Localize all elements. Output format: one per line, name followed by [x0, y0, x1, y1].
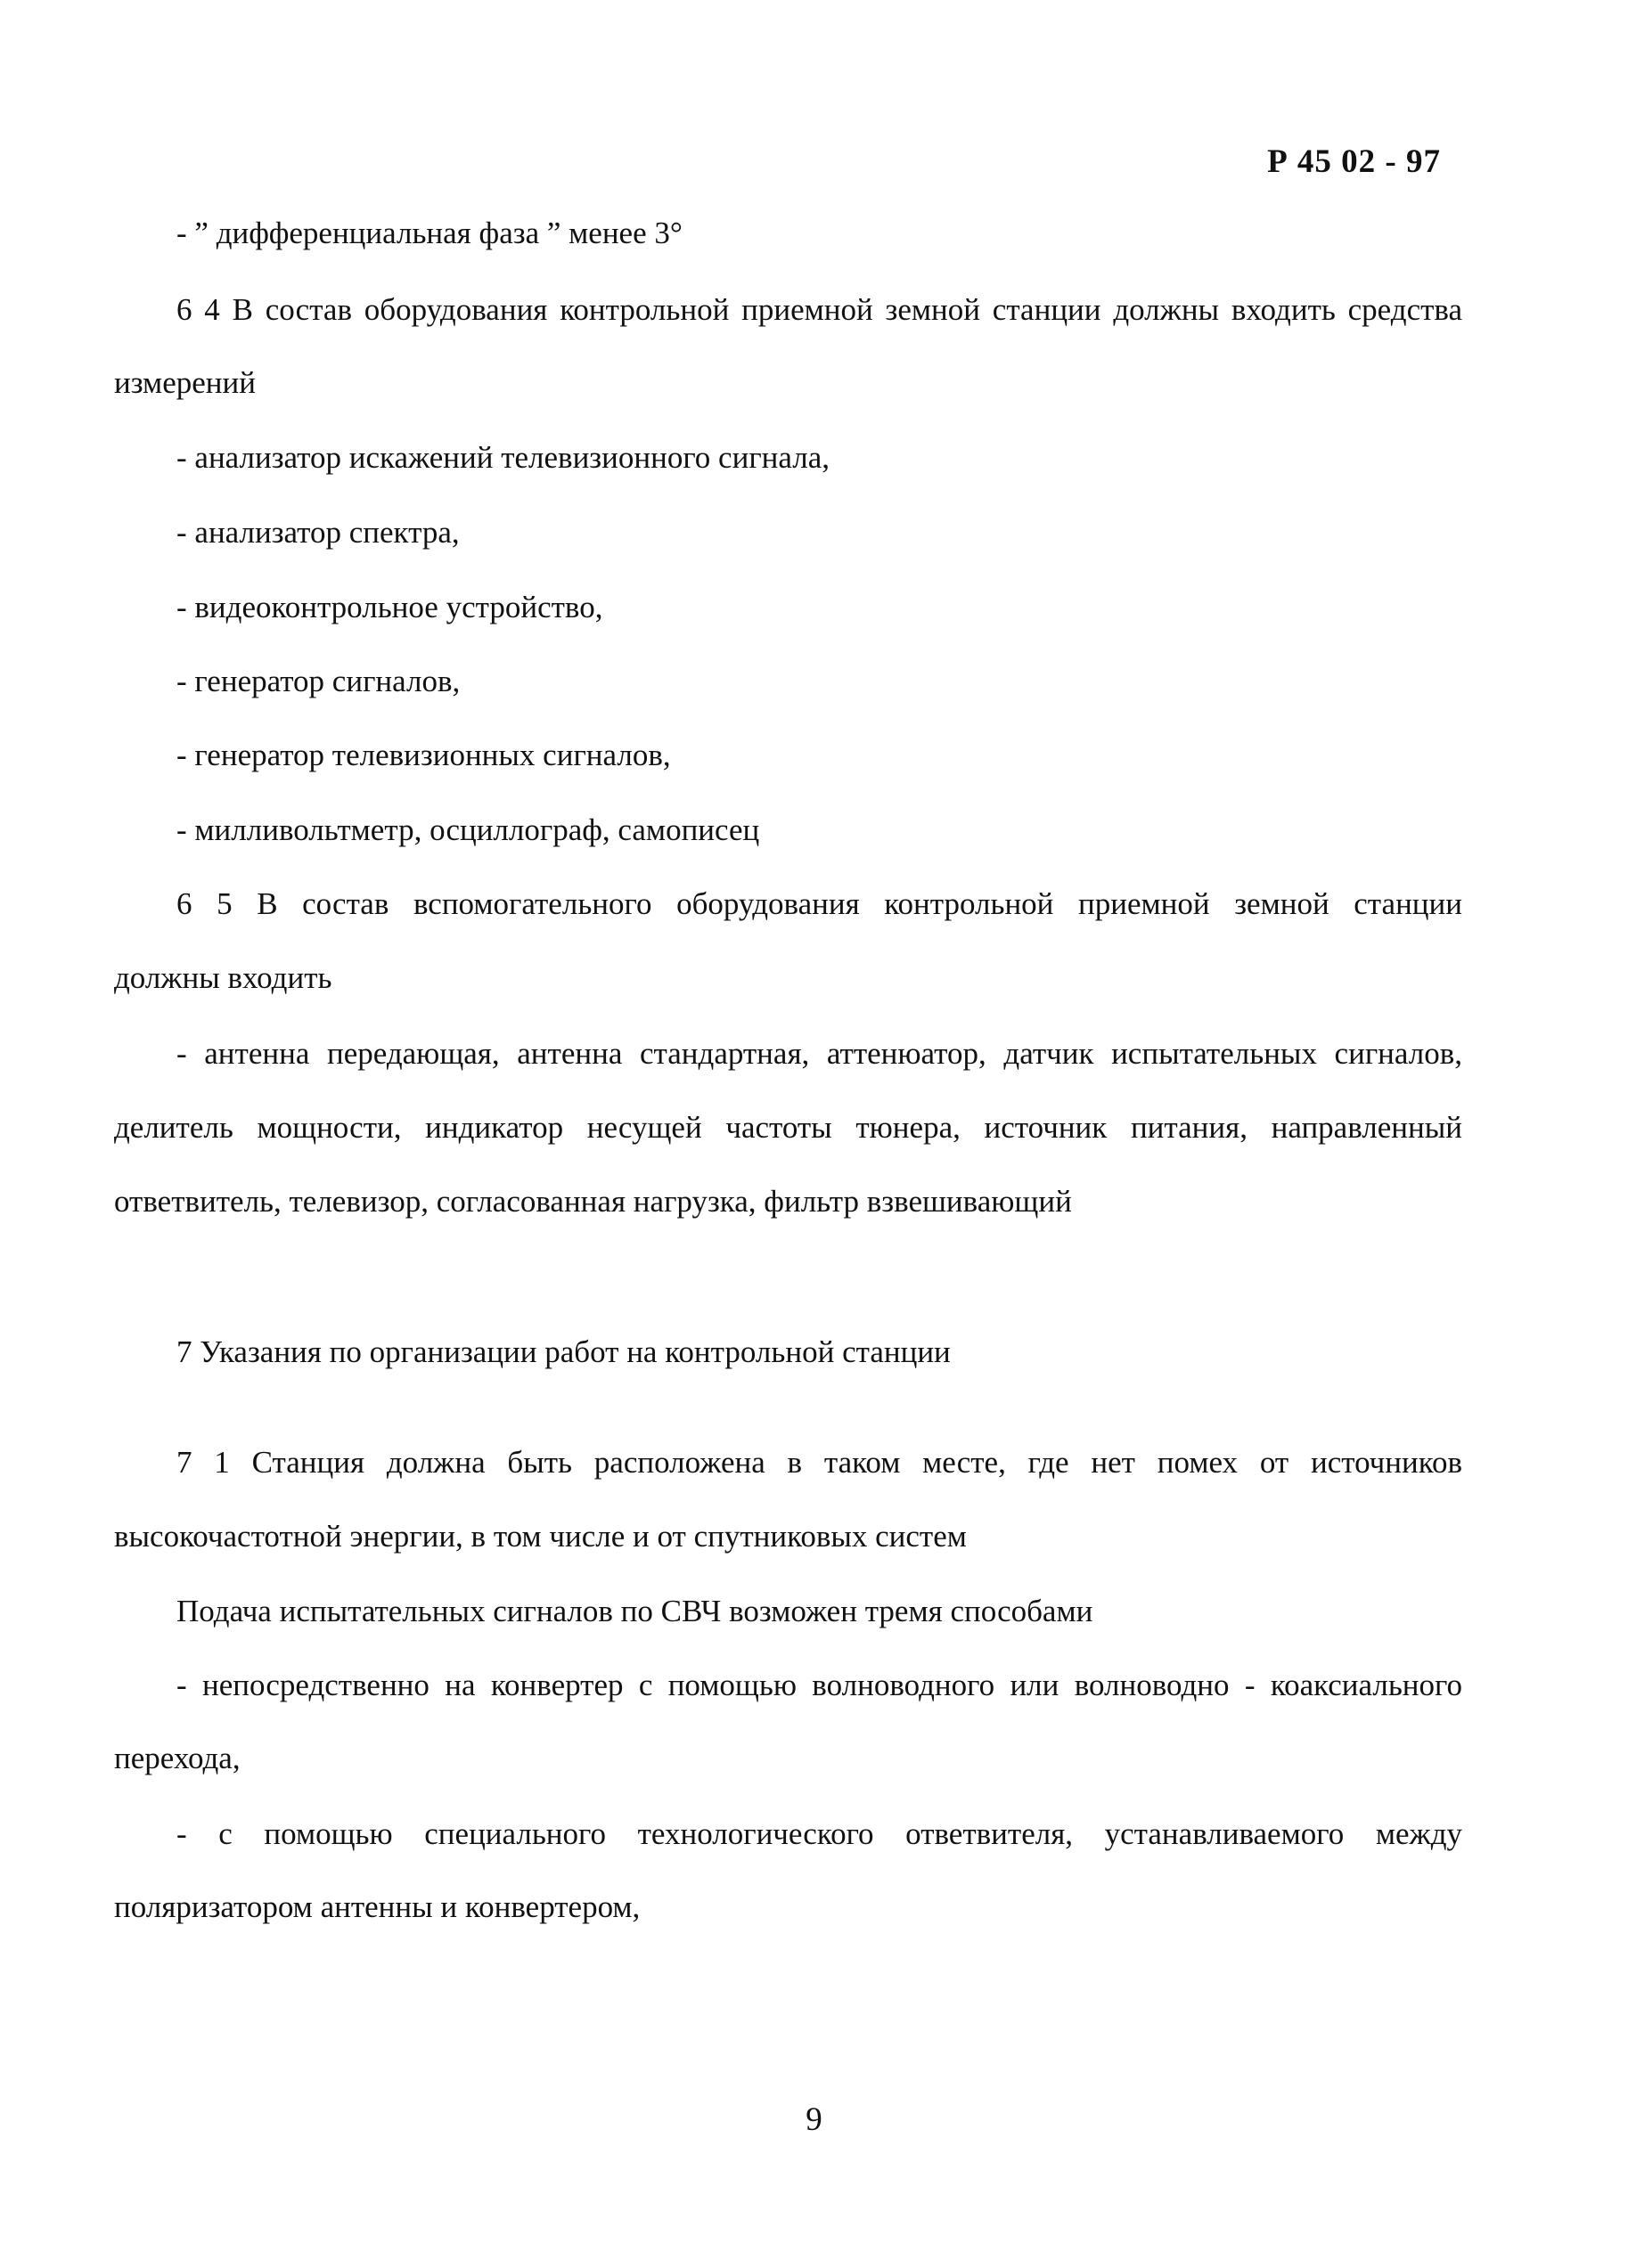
list-item: - генератор телевизионных сигналов,	[176, 738, 671, 772]
text-line: Подача испытательных сигналов по СВЧ возможен тремя способами	[176, 1594, 1093, 1628]
list-item: - милливольтметр, осциллограф, самописец	[176, 812, 760, 847]
document-code: Р 45 02 - 97	[1267, 143, 1441, 180]
page-number: 9	[806, 2101, 822, 2138]
text-line: делитель мощности, индикатор несущей частоты тюнера, источник питания, направленный	[114, 1110, 1462, 1145]
list-item: - генератор сигналов,	[176, 664, 461, 698]
text-line: 7 1 Станция должна быть расположена в таком месте, где нет помех от источников	[176, 1445, 1462, 1480]
text-line: - ” дифференциальная фаза ” менее 3°	[176, 216, 683, 250]
text-line: должны входить	[114, 960, 332, 995]
list-item: - с помощью специального технологического ответвителя, устанавливаемого между	[176, 1816, 1462, 1851]
list-item: - анализатор искажений телевизионного сигнала,	[176, 440, 830, 475]
list-item: - анализатор спектра,	[176, 515, 460, 550]
text-line: измерений	[114, 365, 256, 400]
list-item: - непосредственно на конвертер с помощью волноводного или волноводно - коаксиального	[176, 1668, 1462, 1702]
text-line: высокочастотной энергии, в том числе и от спутниковых систем	[114, 1519, 967, 1554]
text-line: 6 4 В состав оборудования контрольной приемной земной станции должны входить средства	[176, 292, 1462, 327]
list-item: - антенна передающая, антенна стандартная, аттенюатор, датчик испытательных сигналов,	[176, 1036, 1462, 1071]
section-heading: 7 Указания по организации работ на контрольной станции	[176, 1334, 951, 1369]
text-line: ответвитель, телевизор, согласованная нагрузка, фильтр взвешивающий	[114, 1184, 1072, 1219]
list-item: - видеоконтрольное устройство,	[176, 590, 603, 624]
text-line: поляризатором антенны и конвертером,	[114, 1889, 641, 1924]
text-line: 6 5 В состав вспомогательного оборудования контрольной приемной земной станции	[176, 886, 1462, 921]
text-line: перехода,	[114, 1741, 241, 1775]
